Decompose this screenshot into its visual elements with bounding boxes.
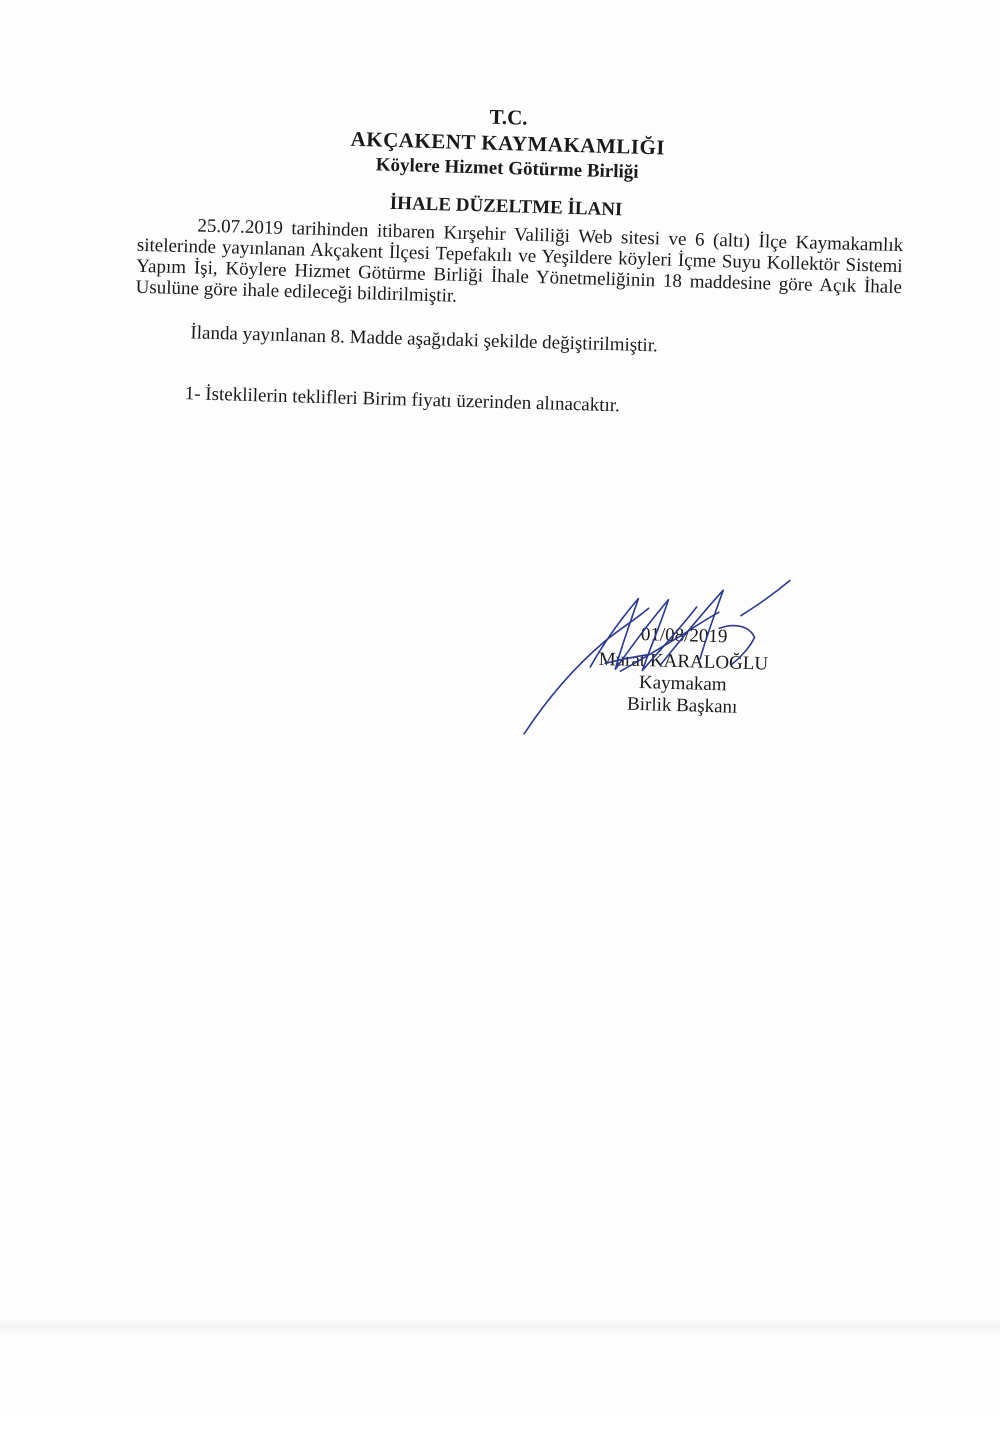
signatory-title: Kaymakam bbox=[638, 671, 727, 696]
signatory-role: Birlik Başkanı bbox=[626, 693, 738, 718]
body-paragraph-3: 1- İsteklilerin teklifleri Birim fiyatı üzerinden alınacaktır. bbox=[184, 383, 621, 417]
notice-body bbox=[132, 214, 903, 424]
scan-edge-shadow bbox=[0, 1319, 1000, 1333]
letterhead bbox=[337, 99, 679, 186]
signatory-name: Murat KARALOĞLU bbox=[598, 648, 769, 675]
signature-date: 01/08/2019 bbox=[640, 624, 728, 648]
header-unit: Köylere Hizmet Götürme Birliği bbox=[375, 154, 639, 183]
body-paragraph-2: İlanda yayınlanan 8. Madde aşağıdaki şekilde değiştirilmiştir. bbox=[190, 322, 659, 357]
body-paragraph-1: 25.07.2019 tarihinden itibaren Kırşehir Valiliği Web sitesi ve 6 (altı) İlçe Kaymakamlık sitelerinde yayınlanan Akçakent İlçesi Tepefakılı ve Yeşildere köyleri İçme Suyu Kollektör Sistemi Yapım İşi, Köylere Hizmet Götürme Birliği İhale Yönetmeliğinin 18 maddesine göre Açık İhale Usulüne göre ihale edileceği bildirilmiştir. bbox=[135, 215, 904, 307]
notice-title: İHALE DÜZELTME İLANI bbox=[389, 192, 623, 221]
header-office: AKÇAKENT KAYMAKAMLIĞI bbox=[350, 126, 666, 160]
header-tc: T.C. bbox=[489, 104, 528, 130]
handwritten-signature-icon bbox=[508, 566, 813, 744]
